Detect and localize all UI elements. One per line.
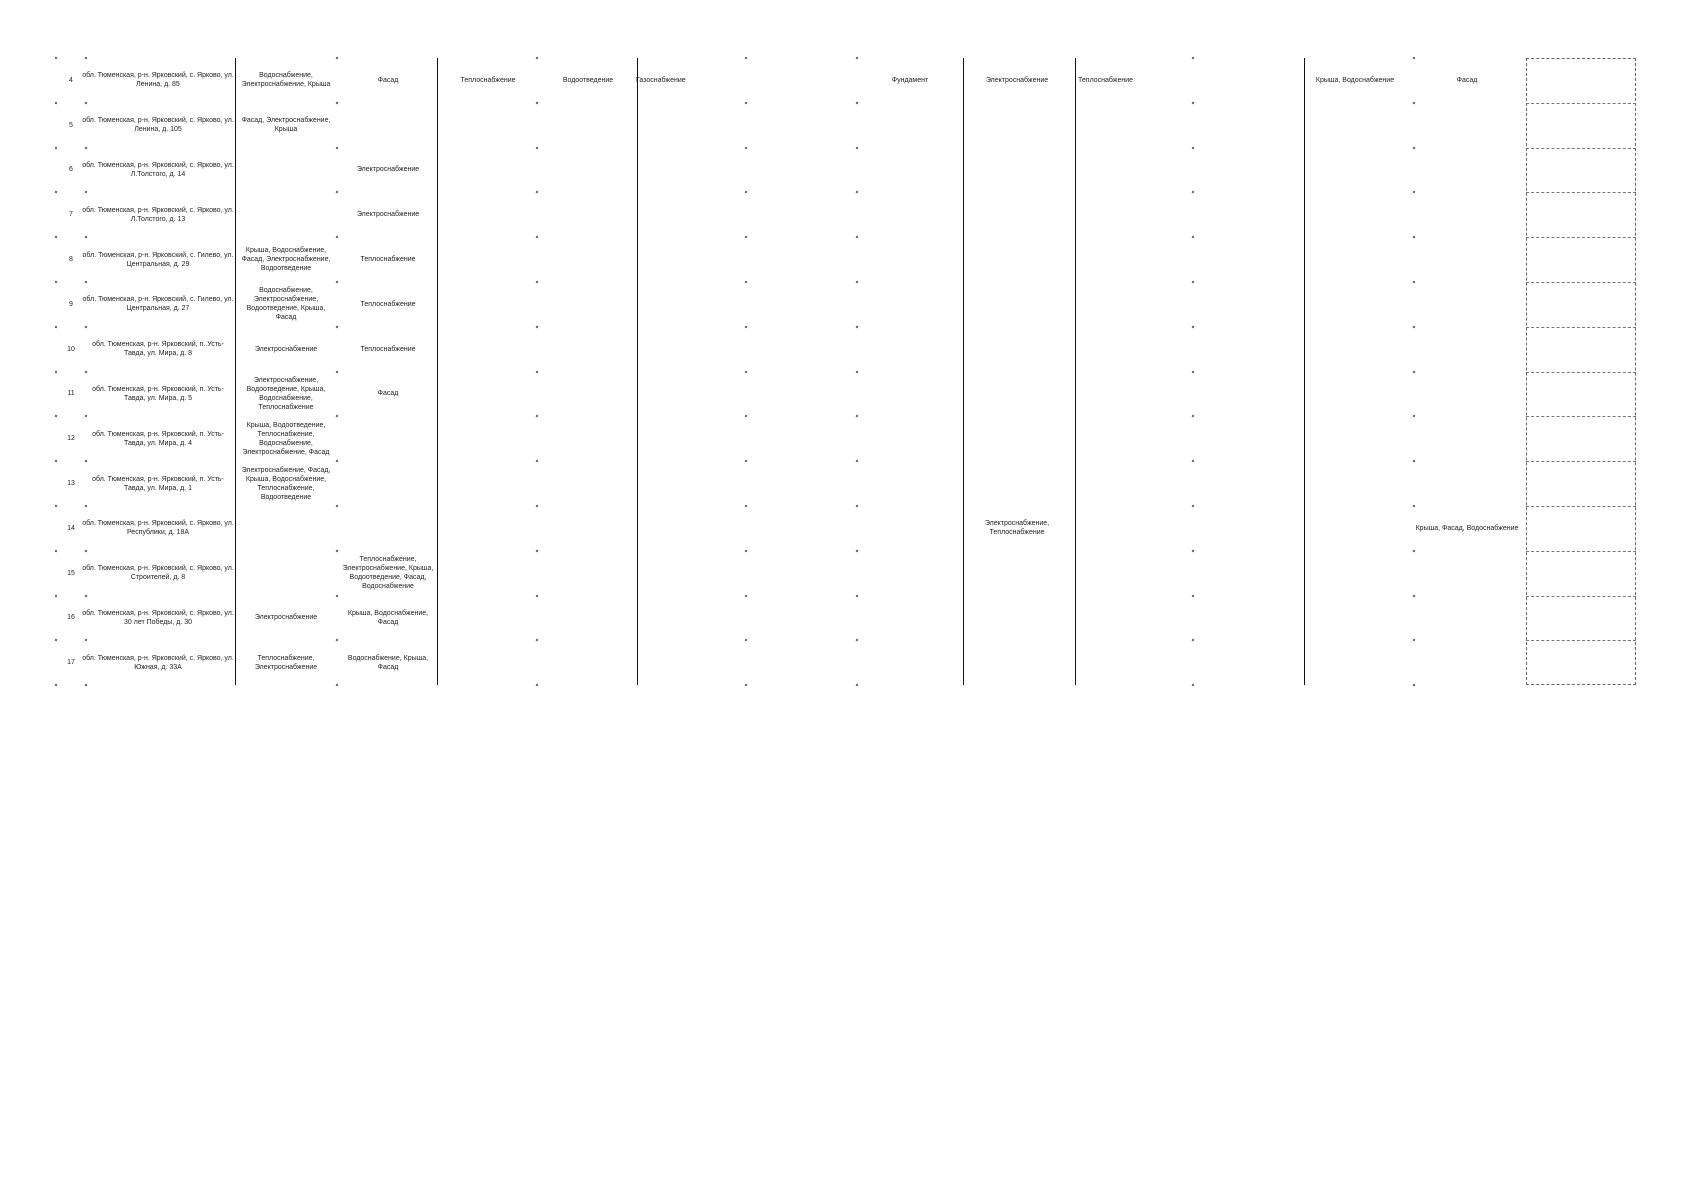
grid-tick	[745, 549, 748, 552]
works-cell-1: Электроснабжение	[254, 345, 318, 353]
grid-tick	[55, 594, 58, 597]
grid-tick	[1192, 639, 1195, 642]
address-cell: обл. Тюменская, р-н. Ярковский, с. Ярково, ул. Республики, д. 18А	[82, 520, 234, 537]
row-number: 15	[67, 569, 75, 577]
grid-tick	[745, 281, 748, 284]
grid-tick	[536, 370, 539, 373]
works-cell-1: Крыша, Водоснабжение, Фасад, Электроснабжение, Водоотведение	[241, 247, 331, 273]
grid-tick	[1192, 460, 1195, 463]
column-divider	[1075, 58, 1076, 685]
column-divider	[637, 58, 638, 685]
grid-tick	[536, 415, 539, 418]
works-cell-2: Теплоснабжение	[360, 300, 416, 308]
address-cell: обл. Тюменская, р-н. Ярковский, с. Ярково, ул. Строителей, д. 8	[82, 565, 234, 582]
grid-tick	[856, 370, 859, 373]
works-cell-1: Электроснабжение	[254, 614, 318, 622]
grid-tick	[1192, 549, 1195, 552]
row-number: 16	[67, 614, 75, 622]
grid-tick	[856, 146, 859, 149]
works-cell-6: Фундамент	[891, 76, 929, 84]
address-cell: обл. Тюменская, р-н. Ярковский, с. Ярково, ул. Ленина, д. 85	[82, 72, 234, 89]
print-area-row-line	[1526, 103, 1636, 104]
works-cell-8: Теплоснабжение	[1078, 76, 1134, 84]
grid-tick	[1413, 684, 1416, 687]
works-cell-7: Электроснабжение	[985, 76, 1049, 84]
grid-tick	[55, 191, 58, 194]
works-cell-1: Теплоснабжение, Электроснабжение	[254, 654, 318, 671]
grid-tick	[856, 236, 859, 239]
works-cell-4: Водоотведение	[562, 76, 614, 84]
grid-tick	[55, 415, 58, 418]
grid-tick	[1192, 146, 1195, 149]
grid-tick	[536, 505, 539, 508]
address-cell: обл. Тюменская, р-н. Ярковский, п. Усть-Тавда, ул. Мира, д. 1	[92, 475, 224, 492]
row-number: 14	[67, 524, 75, 532]
grid-tick	[745, 370, 748, 373]
print-area-row-line	[1526, 327, 1636, 328]
grid-tick	[856, 325, 859, 328]
grid-tick	[1413, 370, 1416, 373]
grid-tick	[55, 57, 58, 60]
address-cell: обл. Тюменская, р-н. Ярковский, п. Усть-Тавда, ул. Мира, д. 8	[92, 341, 224, 358]
grid-tick	[856, 101, 859, 104]
grid-tick	[1413, 236, 1416, 239]
grid-tick	[745, 191, 748, 194]
print-area-row-line	[1526, 372, 1636, 373]
grid-tick	[856, 549, 859, 552]
address-cell: обл. Тюменская, р-н. Ярковский, с. Ярково, ул. Ленина, д. 105	[82, 117, 234, 134]
grid-tick	[536, 325, 539, 328]
works-cell-3: Теплоснабжение	[460, 76, 516, 84]
row-number: 17	[67, 659, 75, 667]
works-cell-10: Фасад	[1456, 76, 1478, 84]
row-number: 8	[69, 256, 73, 264]
grid-tick	[856, 460, 859, 463]
works-cell-2: Электроснабжение	[356, 166, 420, 174]
address-cell: обл. Тюменская, р-н. Ярковский, п. Усть-Тавда, ул. Мира, д. 4	[92, 430, 224, 447]
works-cell-1: Электроснабжение, Фасад, Крыша, Водоснабжение, Теплоснабжение, Водоотведение	[241, 466, 331, 501]
grid-tick	[536, 684, 539, 687]
grid-tick	[1192, 325, 1195, 328]
grid-tick	[536, 101, 539, 104]
grid-tick	[536, 460, 539, 463]
grid-tick	[55, 505, 58, 508]
grid-tick	[1192, 370, 1195, 373]
grid-tick	[85, 684, 88, 687]
works-cell-9: Крыша, Водоснабжение	[1315, 76, 1395, 84]
works-cell-5: Газоснабжение	[636, 76, 686, 84]
print-area-row-line	[1526, 551, 1636, 552]
column-divider	[235, 58, 236, 685]
grid-tick	[536, 281, 539, 284]
address-cell: обл. Тюменская, р-н. Ярковский, с. Ярково, ул. Л.Толстого, д. 14	[82, 161, 234, 178]
grid-tick	[55, 101, 58, 104]
grid-tick	[856, 415, 859, 418]
works-cell-2: Электроснабжение	[356, 211, 420, 219]
grid-tick	[1192, 236, 1195, 239]
grid-tick	[55, 549, 58, 552]
grid-tick	[55, 281, 58, 284]
row-number: 7	[69, 211, 73, 219]
grid-tick	[55, 684, 58, 687]
grid-tick	[1413, 146, 1416, 149]
row-number: 10	[67, 345, 75, 353]
print-area-row-line	[1526, 237, 1636, 238]
grid-tick	[745, 505, 748, 508]
grid-tick	[55, 639, 58, 642]
grid-tick	[1413, 639, 1416, 642]
works-cell-7: Электроснабжение, Теплоснабжение	[984, 520, 1050, 537]
works-cell-2: Водоснабжение, Крыша, Фасад	[347, 654, 429, 671]
works-cell-1: Крыша, Водоотведение, Теплоснабжение, Водоснабжение, Электроснабжение, Фасад	[242, 421, 330, 456]
print-area-row-line	[1526, 461, 1636, 462]
grid-tick	[1413, 460, 1416, 463]
grid-tick	[1413, 549, 1416, 552]
grid-tick	[745, 594, 748, 597]
grid-tick	[1192, 191, 1195, 194]
grid-tick	[336, 101, 339, 104]
grid-tick	[1192, 101, 1195, 104]
print-area-row-line	[1526, 596, 1636, 597]
grid-tick	[1192, 505, 1195, 508]
address-cell: обл. Тюменская, р-н. Ярковский, с. Ярково, ул. 30 лет Победы, д. 30	[82, 609, 234, 626]
grid-tick	[856, 505, 859, 508]
grid-tick	[745, 460, 748, 463]
column-divider	[437, 58, 438, 685]
grid-tick	[536, 57, 539, 60]
works-cell-2: Фасад	[377, 76, 399, 84]
grid-tick	[336, 415, 339, 418]
grid-tick	[856, 57, 859, 60]
grid-tick	[55, 370, 58, 373]
grid-tick	[745, 325, 748, 328]
address-cell: обл. Тюменская, р-н. Ярковский, с. Гилево, ул. Центральная, д. 29	[82, 251, 234, 268]
column-divider	[1304, 58, 1305, 685]
grid-tick	[1413, 415, 1416, 418]
grid-tick	[1192, 594, 1195, 597]
grid-tick	[55, 325, 58, 328]
works-cell-1: Водоснабжение, Электроснабжение, Водоотведение, Крыша, Фасад	[246, 287, 326, 322]
grid-tick	[856, 281, 859, 284]
grid-tick	[1192, 281, 1195, 284]
grid-tick	[745, 101, 748, 104]
grid-tick	[55, 460, 58, 463]
print-area-row-line	[1526, 282, 1636, 283]
row-number: 9	[69, 300, 73, 308]
works-cell-1: Водоснабжение, Электроснабжение, Крыша	[241, 72, 331, 89]
grid-tick	[1192, 684, 1195, 687]
print-area-row-line	[1526, 640, 1636, 641]
row-number: 4	[69, 76, 73, 84]
grid-tick	[1192, 415, 1195, 418]
print-area-row-line	[1526, 148, 1636, 149]
grid-tick	[536, 639, 539, 642]
grid-tick	[536, 594, 539, 597]
address-cell: обл. Тюменская, р-н. Ярковский, с. Гилево, ул. Центральная, д. 27	[82, 296, 234, 313]
grid-tick	[745, 415, 748, 418]
grid-tick	[536, 146, 539, 149]
works-cell-2: Крыша, Водоснабжение, Фасад	[347, 609, 429, 626]
row-number: 11	[67, 390, 75, 398]
grid-tick	[55, 146, 58, 149]
address-cell: обл. Тюменская, р-н. Ярковский, п. Усть-Тавда, ул. Мира, д. 5	[92, 385, 224, 402]
grid-tick	[536, 236, 539, 239]
works-cell-2: Теплоснабжение	[360, 256, 416, 264]
grid-tick	[745, 639, 748, 642]
grid-tick	[856, 594, 859, 597]
grid-tick	[1413, 325, 1416, 328]
row-number: 12	[67, 435, 75, 443]
works-cell-2: Теплоснабжение, Электроснабжение, Крыша, Водоотведение, Фасад, Водоснабжение	[342, 556, 434, 591]
grid-tick	[1413, 191, 1416, 194]
print-area-row-line	[1526, 192, 1636, 193]
grid-tick	[1413, 101, 1416, 104]
row-number: 5	[69, 121, 73, 129]
works-cell-2: Теплоснабжение	[360, 345, 416, 353]
works-cell-2: Фасад	[377, 390, 399, 398]
print-area-row-line	[1526, 506, 1636, 507]
works-cell-10: Крыша, Фасад, Водоснабжение	[1415, 524, 1519, 532]
grid-tick	[856, 684, 859, 687]
grid-tick	[536, 191, 539, 194]
works-cell-1: Фасад, Электроснабжение, Крыша	[241, 117, 331, 134]
grid-tick	[745, 146, 748, 149]
grid-tick	[336, 460, 339, 463]
grid-tick	[745, 236, 748, 239]
grid-tick	[856, 639, 859, 642]
column-divider	[963, 58, 964, 685]
grid-tick	[55, 236, 58, 239]
row-number: 6	[69, 166, 73, 174]
works-cell-1: Электроснабжение, Водоотведение, Крыша, Водоснабжение, Теплоснабжение	[246, 376, 326, 411]
print-area-row-line	[1526, 416, 1636, 417]
address-cell: обл. Тюменская, р-н. Ярковский, с. Ярково, ул. Л.Толстого, д. 13	[82, 206, 234, 223]
grid-tick	[336, 684, 339, 687]
grid-tick	[1413, 281, 1416, 284]
grid-tick	[1413, 594, 1416, 597]
grid-tick	[745, 57, 748, 60]
grid-tick	[536, 549, 539, 552]
grid-tick	[745, 684, 748, 687]
row-number: 13	[67, 480, 75, 488]
grid-tick	[856, 191, 859, 194]
address-cell: обл. Тюменская, р-н. Ярковский, с. Ярково, ул. Южная, д. 33А	[82, 654, 234, 671]
grid-tick	[336, 505, 339, 508]
